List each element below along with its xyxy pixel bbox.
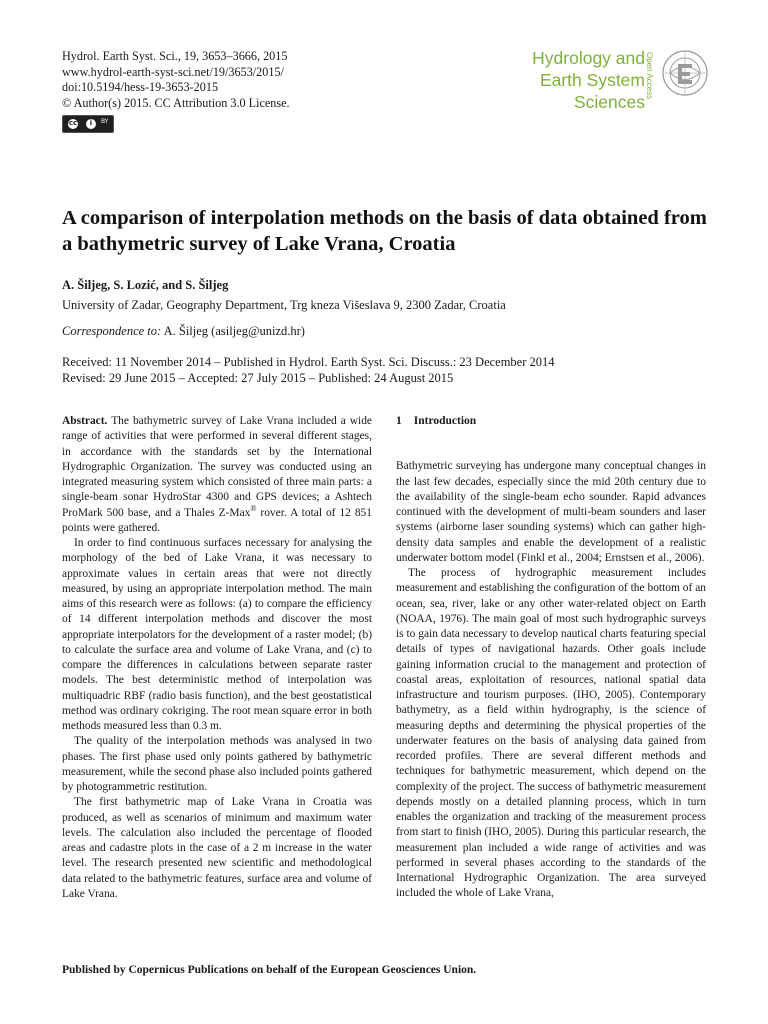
publisher-footer: Published by Copernicus Publications on behalf of the European Geosciences Union. [62,964,477,976]
body-paragraph: Bathymetric surveying has undergone many conceptual changes in the last few decades, especially since the mid 20th century due to the availability of the single-beam echo sounder. Rapid advances continued with the development of multi-beam sounders and laser systems (airborne laser sounding systems) which can gather high-density data samples and enable the development of a realistic underwater bottom model (Finkl et al., 2004; Ernstsen et al., 2006). [396,460,706,564]
publication-dates: Received: 11 November 2014 – Published in Hydrol. Earth Syst. Sci. Discuss.: 23 December 2014 Revised: 29 June 2015 – Accepted: 27 July 2015 – Published: 24 August 2015 [62,355,555,385]
egu-globe-icon [660,48,710,98]
open-access-label: Open Access [645,52,654,100]
by-label: BY [101,118,109,125]
abstract-label: Abstract. [62,415,108,427]
abstract-paragraph: In order to find continuous surfaces necessary for analysing the morphology of the bed of Lake Vrana, it was necessary to approximate values in certain areas that were not directly measured, by using an appropriate interpolation method. The main aims of this research were as follows: (a) to compare the efficiency of 14 different interpolation methods and discover the most appropriate interpolators for the development of a raster model; (b) to calculate the surface area and volume of Lake Vrana, and (c) to compare the differences in calculations between separate raster models. The best deterministic method of interpolation was multiquadric RBF (radio basis function), and the best geostatistical method was ordinary cokriging. The root mean square error in both methods measured less than 0.3 m. [62,537,372,732]
correspondence [62,324,305,339]
abstract [62,414,372,902]
abstract-paragraph: Abstract. The bathymetric survey of Lake Vrana included a wide range of activities that were performed in several different stages, in accordance with the standards set by the International Hydrographic Organization. The survey was conducted using an integrated measuring system which consisted of three main parts: a single-beam sonar HydroStar 4300 and GPS devices; a Ashtech ProMark 500 base, and a Thales Z-Max® rover. A total of 12 851 points were gathered. [62,415,372,534]
paper-title: A comparison of interpolation methods on the basis of data obtained from a bathymetric survey of Lake Vrana, Croatia [62,207,707,255]
abstract-paragraph: The first bathymetric map of Lake Vrana in Croatia was produced, as well as scenarios of minimum and maximum water levels. The calculation also included the percentage of flooded areas and cadastre plots in the case of a 2 m increase in the water level. The research presented new scientific and methodological data related to the bathymetric features, surface area and volume of Lake Vrana. [62,796,372,900]
attribution-icon: i [85,118,97,130]
section-heading: 1 Introduction [396,415,477,427]
journal-name: Hydrology and Earth System Sciences [532,48,645,112]
introduction-section [396,414,706,902]
license: © Author(s) 2015. CC Attribution 3.0 License. [62,95,290,110]
affiliation: University of Zadar, Geography Department, Trg kneza Višeslava 9, 2300 Zadar, Croatia [62,298,506,312]
citation-block [62,49,290,111]
authors: A. Šiljeg, S. Lozić, and S. Šiljeg [62,278,229,292]
cc-by-badge[interactable] [62,115,114,133]
cc-icon: cc [67,118,79,130]
citation: Hydrol. Earth Syst. Sci., 19, 3653–3666, 2015 [62,49,288,63]
abstract-paragraph: The quality of the interpolation methods was analysed in two phases. The first phase used only points gathered by bathymetric measurement, while the second phase also included points gathered by photogrammetric restitution. [62,735,372,793]
doi[interactable]: doi:10.5194/hess-19-3653-2015 [62,80,219,94]
journal-url[interactable]: www.hydrol-earth-syst-sci.net/19/3653/2015/ [62,64,284,79]
correspondence-label: Correspondence to: [62,324,162,338]
correspondence-contact[interactable]: A. Šiljeg (asiljeg@unizd.hr) [163,324,305,338]
body-paragraph: The process of hydrographic measurement includes measurement and establishing the configuration of the bottom of an ocean, sea, river, lake or any other water-related object on Earth (NOAA, 1976). The main goal of most such hydrographic surveys is to gain data necessary to develop nautical charts featuring special details of types of navigational hazards. Other goals include gaining information crucial to the management and protection of coastal areas, exploitation of resources, national spatial data infrastructure and tourism purposes. (IHO, 2005). Contemporary bathymetry, as a field within hydrography, is the science of measuring depths and determining the physical properties of the underwater features on the basis of analysing data gained from recorded profiles. There are several different methods and techniques for bathymetric measurement, which depend on the complexity of the project. The success of bathymetric measurement depends mostly on a detailed planning process, which in turn enables the organization and tracking of the measurement process from start to finish (IHO, 2005). During this particular research, the measurement plan included a wide range of activities and was performed in several phases according to the standards of the International Hydrographic Organization. The area surveyed included the whole of Lake Vrana, [396,567,706,900]
